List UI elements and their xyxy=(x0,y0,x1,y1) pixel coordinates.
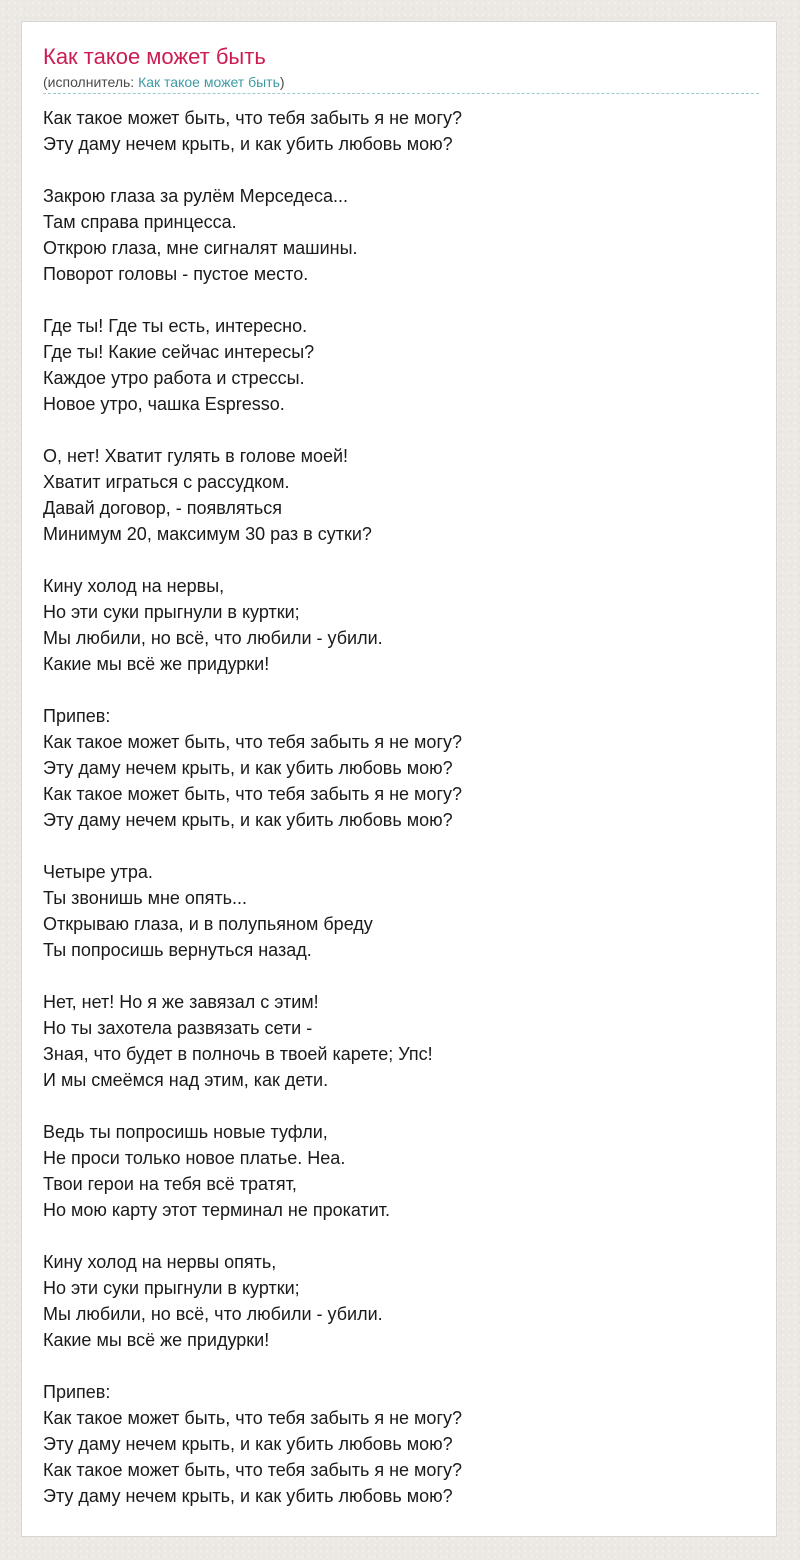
lyric-line: Там справа принцесса. xyxy=(43,212,237,232)
lyric-line: Где ты! Какие сейчас интересы? xyxy=(43,342,315,362)
lyric-line: Но ты захотела развязать сети - xyxy=(43,1018,313,1038)
lyric-line: Кину холод на нервы опять, xyxy=(43,1252,277,1272)
lyric-line: Открываю глаза, и в полупьяном бреду xyxy=(43,914,373,934)
artist-suffix: ) xyxy=(279,74,285,90)
song-title: Как такое может быть xyxy=(43,44,266,69)
lyric-line: Как такое может быть, что тебя забыть я не могу? xyxy=(43,108,463,128)
lyric-line: Четыре утра. xyxy=(43,862,153,882)
lyric-line: Ты попросишь вернуться назад. xyxy=(43,940,312,960)
lyric-line: Как такое может быть, что тебя забыть я не могу? xyxy=(43,784,463,804)
lyric-line: Закрою глаза за рулём Мерседеса... xyxy=(43,186,348,206)
lyrics-card xyxy=(21,21,777,1537)
lyric-line: И мы смеёмся над этим, как дети. xyxy=(43,1070,329,1090)
lyric-line: Каждое утро работа и стрессы. xyxy=(43,368,305,388)
lyric-line: О, нет! Хватит гулять в голове моей! xyxy=(43,446,349,466)
lyric-line: Кину холод на нервы, xyxy=(43,576,225,596)
lyric-line: Но мою карту этот терминал не прокатит. xyxy=(43,1200,391,1220)
artist-prefix: (исполнитель: xyxy=(43,74,139,90)
lyric-line: Не проси только новое платье. Неа. xyxy=(43,1148,346,1168)
title-divider xyxy=(43,93,759,94)
lyric-line: Зная, что будет в полночь в твоей карете; Упс! xyxy=(43,1044,433,1064)
lyric-line: Эту даму нечем крыть, и как убить любовь мою? xyxy=(43,758,453,778)
lyric-line: Мы любили, но всё, что любили - убили. xyxy=(43,1304,383,1324)
stanza-break xyxy=(43,677,759,703)
lyric-line: Как такое может быть, что тебя забыть я не могу? xyxy=(43,1408,463,1428)
lyric-line: Минимум 20, максимум 30 раз в сутки? xyxy=(43,524,372,544)
lyric-line: Эту даму нечем крыть, и как убить любовь мою? xyxy=(43,1434,453,1454)
lyric-line: Новое утро, чашка Espresso. xyxy=(43,394,285,414)
stanza-break xyxy=(43,1093,759,1119)
lyric-line: Ведь ты попросишь новые туфли, xyxy=(43,1122,328,1142)
artist-line xyxy=(43,72,285,92)
lyric-line: Но эти суки прыгнули в куртки; xyxy=(43,602,300,622)
stanza-break xyxy=(43,1353,759,1379)
stanza-break xyxy=(43,287,759,313)
stanza-break xyxy=(43,547,759,573)
lyric-line: Давай договор, - появляться xyxy=(43,498,282,518)
lyric-line: Открою глаза, мне сигналят машины. xyxy=(43,238,358,258)
lyric-line: Хватит играться с рассудком. xyxy=(43,472,290,492)
lyric-line: Эту даму нечем крыть, и как убить любовь мою? xyxy=(43,1486,453,1506)
lyric-line: Эту даму нечем крыть, и как убить любовь мою? xyxy=(43,134,453,154)
stanza-break xyxy=(43,963,759,989)
stanza-break xyxy=(43,417,759,443)
lyric-line: Припев: xyxy=(43,1382,111,1402)
lyric-line: Припев: xyxy=(43,706,111,726)
lyrics-body xyxy=(43,105,759,1509)
lyric-line: Мы любили, но всё, что любили - убили. xyxy=(43,628,383,648)
lyric-line: Нет, нет! Но я же завязал с этим! xyxy=(43,992,319,1012)
lyric-line: Эту даму нечем крыть, и как убить любовь мою? xyxy=(43,810,453,830)
lyric-line: Как такое может быть, что тебя забыть я не могу? xyxy=(43,732,463,752)
lyric-line: Как такое может быть, что тебя забыть я не могу? xyxy=(43,1460,463,1480)
lyric-line: Где ты! Где ты есть, интересно. xyxy=(43,316,308,336)
lyric-line: Но эти суки прыгнули в куртки; xyxy=(43,1278,300,1298)
lyric-line: Ты звонишь мне опять... xyxy=(43,888,248,908)
artist-link[interactable]: Как такое может быть xyxy=(138,74,280,90)
stanza-break xyxy=(43,1223,759,1249)
lyric-line: Какие мы всё же придурки! xyxy=(43,1330,270,1350)
lyric-line: Какие мы всё же придурки! xyxy=(43,654,270,674)
lyric-line: Твои герои на тебя всё тратят, xyxy=(43,1174,297,1194)
stanza-break xyxy=(43,157,759,183)
stanza-break xyxy=(43,833,759,859)
lyric-line: Поворот головы - пустое место. xyxy=(43,264,309,284)
